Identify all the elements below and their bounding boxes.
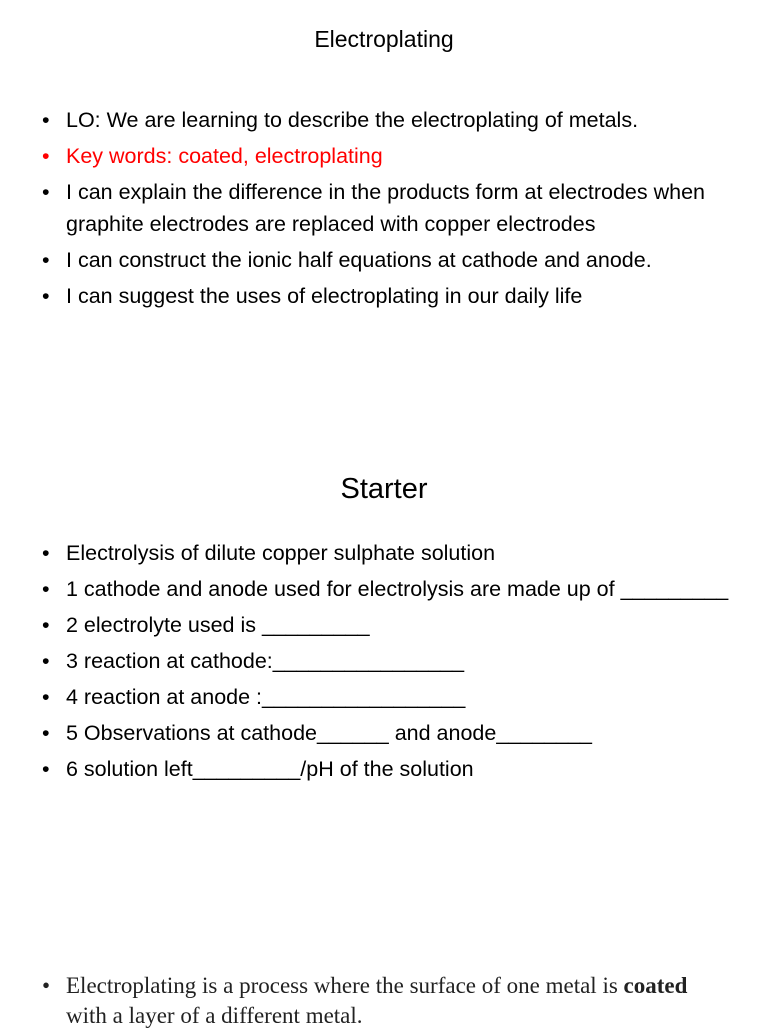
definition-bold-word: coated xyxy=(623,973,688,998)
definition-list xyxy=(42,971,732,1035)
list-item-definition xyxy=(42,971,732,1031)
list-item-question-5: • 5 Observations at cathode______ and anode________ xyxy=(42,717,732,749)
list-item-question-2: • 2 electrolyte used is _________ xyxy=(42,609,732,641)
section-title-starter: Starter xyxy=(340,473,428,505)
list-item-explain: • I can explain the difference in the products form at electrodes when graphite electrodes are replaced with copper electrodes xyxy=(42,176,732,240)
list-item-lo: • LO: We are learning to describe the electroplating of metals. xyxy=(42,104,732,136)
section-title-electroplating: Electroplating xyxy=(314,26,454,52)
list-item-question-1: • 1 cathode and anode used for electrolysis are made up of _________ xyxy=(42,573,732,605)
list-item-construct: • I can construct the ionic half equations at cathode and anode. xyxy=(42,244,732,276)
list-item-question-6: • 6 solution left_________/pH of the solution xyxy=(42,753,732,785)
list-item-question-4: • 4 reaction at anode :_________________ xyxy=(42,681,732,713)
definition-text-start: Electroplating is a process where the surface of one metal is xyxy=(66,973,624,998)
definition-text-end: with a layer of a different metal. xyxy=(66,1003,363,1028)
list-item-suggest: • I can suggest the uses of electroplating in our daily life xyxy=(42,280,732,312)
list-item-question-3: • 3 reaction at cathode:________________ xyxy=(42,645,732,677)
list-item-starter-intro: • Electrolysis of dilute copper sulphate solution xyxy=(42,537,732,569)
list-item-key-words: • Key words: coated, electroplating xyxy=(42,140,732,172)
starter-list xyxy=(42,537,732,789)
objectives-list xyxy=(42,104,732,316)
